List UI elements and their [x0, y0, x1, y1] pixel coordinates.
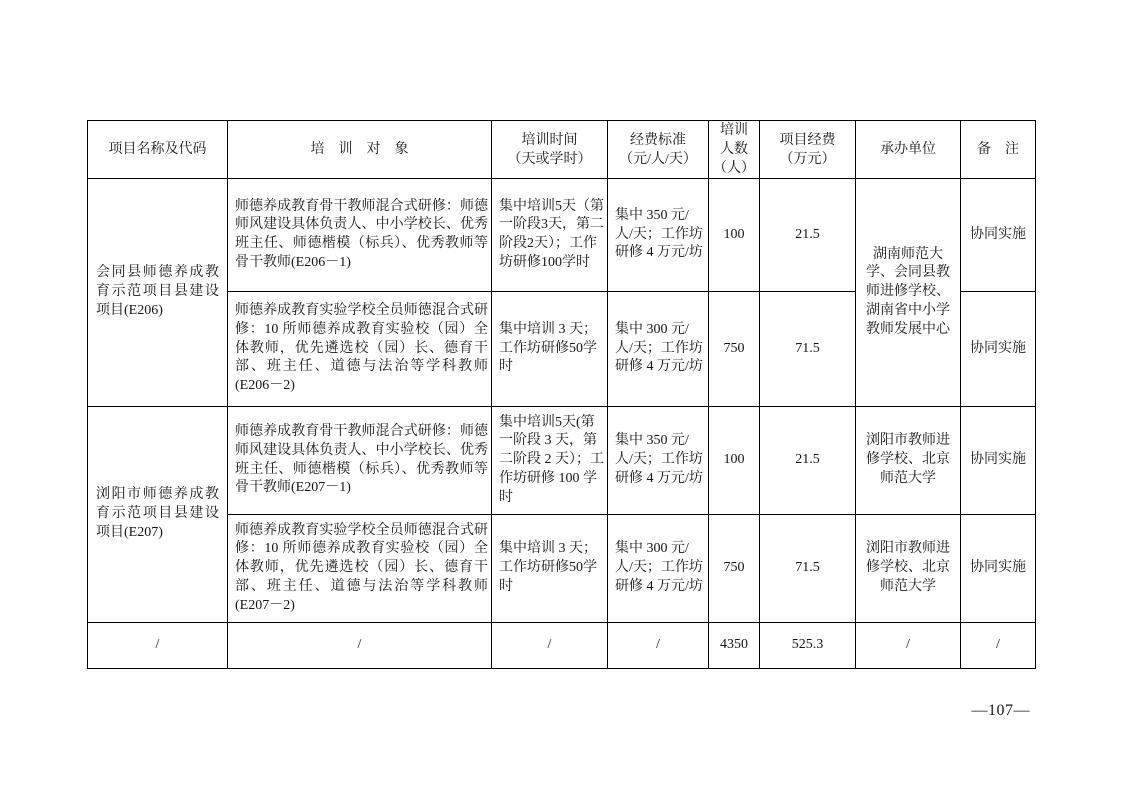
header-training-time-line2: （天或学时） — [507, 151, 592, 167]
total-row — [88, 623, 1036, 669]
total-budget-cell: 525.3 — [760, 623, 856, 669]
total-trainee-count-cell: 4350 — [709, 623, 760, 669]
training-time-cell: 集中培训 3 天；工作坊研修50学时 — [492, 515, 608, 623]
training-target-cell: 师德养成教育实验学校全员师德混合式研修：10 所师德养成教育实验校（园）全体教师，优先遴选校（园）长、德育干部、班主任、道德与法治等学科教师(E206－2) — [228, 292, 492, 407]
header-fee-standard-line1: 经费标准 — [630, 132, 686, 148]
header-training-time — [492, 121, 608, 179]
header-training-time-line1: 培训时间 — [521, 132, 578, 148]
training-time-cell: 集中培训 3 天；工作坊研修50学时 — [492, 292, 608, 407]
training-time-cell: 集中培训5天（第一阶段3天，第二阶段2天）；工作坊研修100学时 — [492, 179, 608, 292]
training-target-cell: 师德养成教育实验学校全员师德混合式研修：10 所师德养成教育实验校（园）全体教师，优先遴选校（园）长、德育干部、班主任、道德与法治等学科教师(E207－2) — [228, 515, 492, 623]
training-target-cell: 师德养成教育骨干教师混合式研修：师德师风建设具体负责人、中小学校长、优秀班主任、师德楷模（标兵）、优秀教师等骨干教师(E206－1) — [228, 179, 492, 292]
header-project-budget-line1: 项目经费 — [779, 132, 836, 148]
total-remark-cell: / — [961, 623, 1036, 669]
header-training-target: 培 训 对 象 — [228, 121, 492, 179]
project-name-cell: 会同县师德养成教育示范项目县建设项目(E206) — [88, 179, 228, 407]
project-name-cell: 浏阳市师德养成教育示范项目县建设项目(E207) — [88, 407, 228, 623]
organizer-cell: 湖南师范大学、会同县教师进修学校、湖南省中小学教师发展中心 — [856, 179, 961, 407]
training-target-cell: 师德养成教育骨干教师混合式研修：师德师风建设具体负责人、中小学校长、优秀班主任、师德楷模（标兵）、优秀教师等骨干教师(E207－1) — [228, 407, 492, 515]
header-fee-standard — [608, 121, 709, 179]
fee-standard-cell: 集中 300 元/人/天；工作坊研修 4 万元/坊 — [608, 515, 709, 623]
header-project-budget-line2: （万元） — [779, 151, 836, 167]
remark-cell: 协同实施 — [961, 292, 1036, 407]
header-organizer: 承办单位 — [856, 121, 961, 179]
header-project-name-code: 项目名称及代码 — [88, 121, 228, 179]
trainee-count-cell: 100 — [709, 179, 760, 292]
trainee-count-cell: 750 — [709, 515, 760, 623]
header-remark: 备 注 — [961, 121, 1036, 179]
organizer-cell: 浏阳市教师进修学校、北京师范大学 — [856, 407, 961, 515]
remark-cell: 协同实施 — [961, 179, 1036, 292]
fee-standard-cell: 集中 350 元/人/天；工作坊研修 4 万元/坊 — [608, 407, 709, 515]
table-row — [88, 407, 1036, 515]
organizer-cell: 浏阳市教师进修学校、北京师范大学 — [856, 515, 961, 623]
fee-standard-cell: 集中 300 元/人/天；工作坊研修 4 万元/坊 — [608, 292, 709, 407]
remark-cell: 协同实施 — [961, 407, 1036, 515]
project-budget-cell: 71.5 — [760, 515, 856, 623]
training-project-table — [87, 120, 1036, 669]
header-trainee-count-line1: 培训 — [720, 123, 748, 138]
header-trainee-count — [709, 121, 760, 179]
total-organizer-cell: / — [856, 623, 961, 669]
total-fee-standard-cell: / — [608, 623, 709, 669]
total-time-cell: / — [492, 623, 608, 669]
header-fee-standard-line2: （元/人/天） — [619, 151, 697, 167]
project-budget-cell: 71.5 — [760, 292, 856, 407]
total-project-cell: / — [88, 623, 228, 669]
fee-standard-cell: 集中 350 元/人/天；工作坊研修 4 万元/坊 — [608, 179, 709, 292]
header-trainee-count-line2: 人数 — [720, 142, 748, 157]
table-row — [88, 515, 1036, 623]
project-budget-cell: 21.5 — [760, 179, 856, 292]
total-target-cell: / — [228, 623, 492, 669]
header-project-budget — [760, 121, 856, 179]
project-budget-cell: 21.5 — [760, 407, 856, 515]
page-number: —107— — [971, 702, 1030, 719]
table-row — [88, 179, 1036, 292]
trainee-count-cell: 100 — [709, 407, 760, 515]
trainee-count-cell: 750 — [709, 292, 760, 407]
header-trainee-count-line3: （人） — [713, 161, 755, 176]
remark-cell: 协同实施 — [961, 515, 1036, 623]
table-header-row — [88, 121, 1036, 179]
training-time-cell: 集中培训5天(第一阶段 3 天，第二阶段 2 天）；工作坊研修 100 学时 — [492, 407, 608, 515]
